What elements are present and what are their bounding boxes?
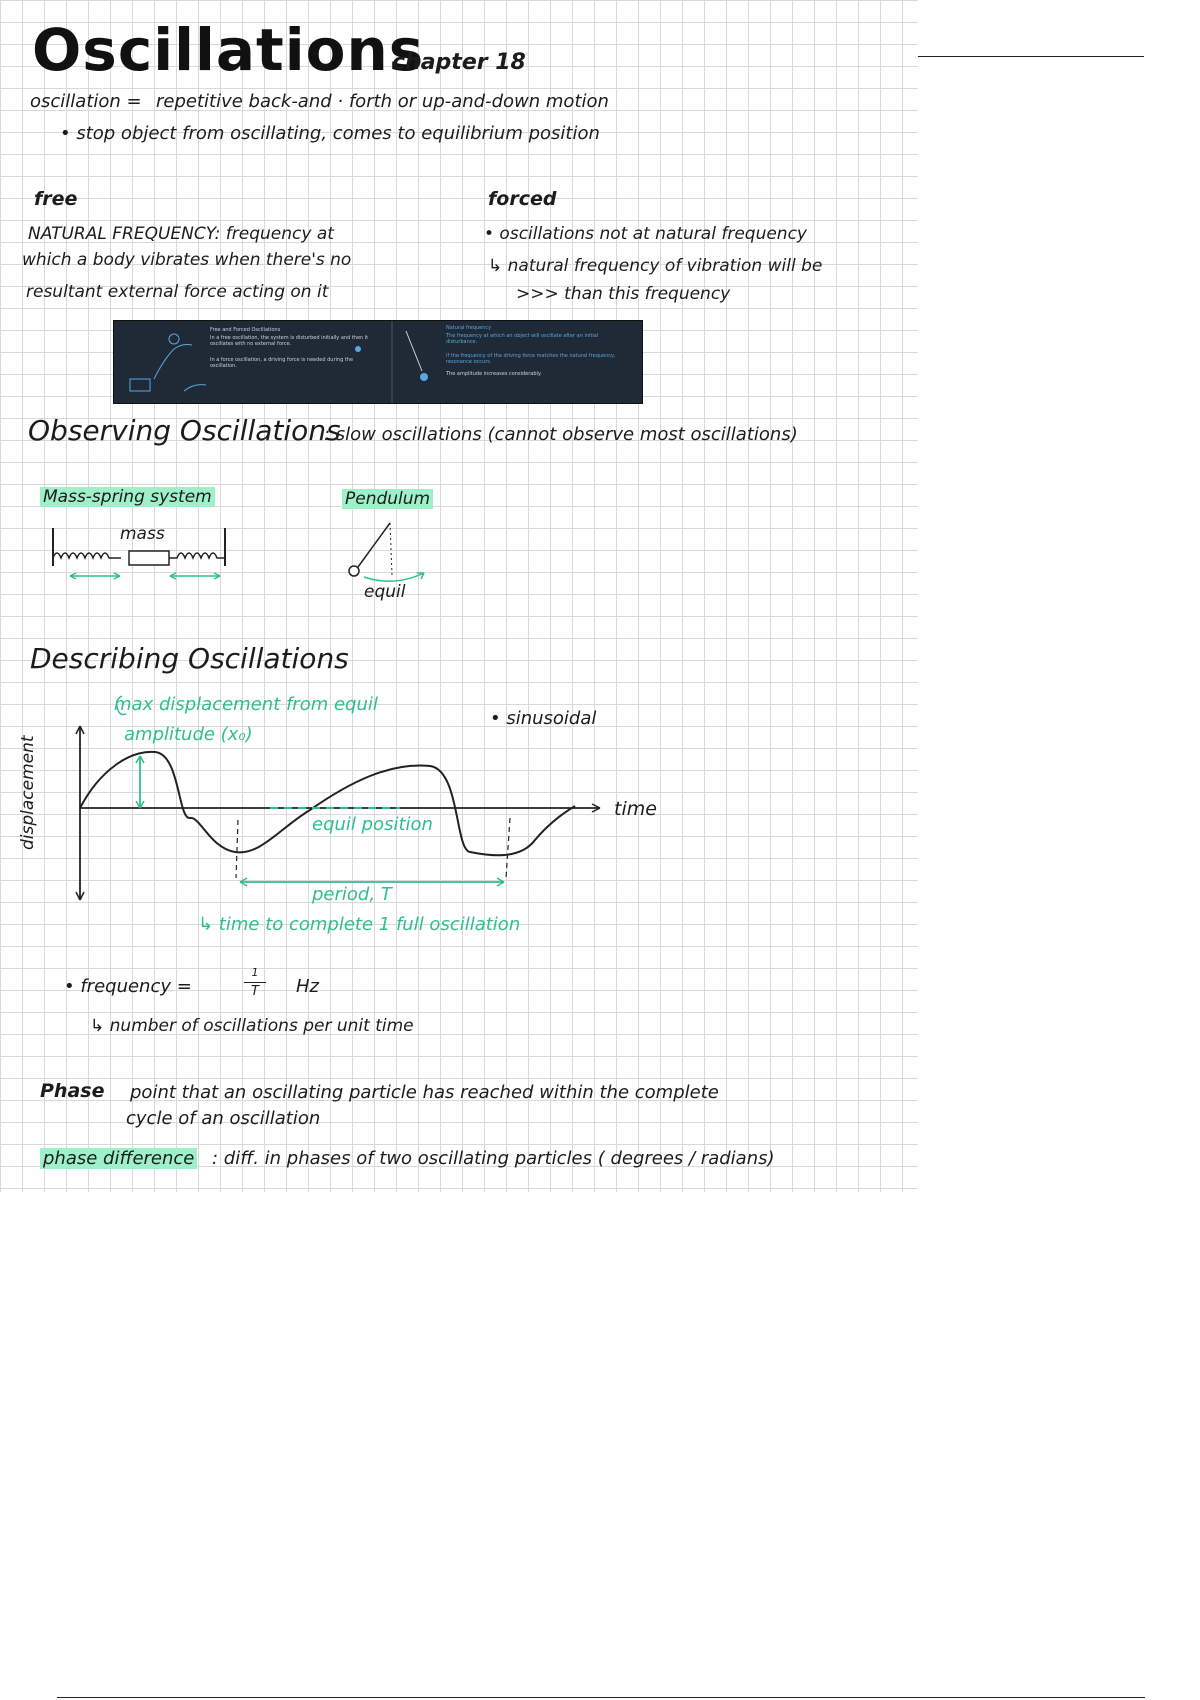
forced-line-1: • oscillations not at natural frequency — [484, 224, 807, 244]
max-displacement-note: max displacement from equil — [114, 694, 378, 715]
slide-left-text-2: In a force oscillation, a driving force is needed during the oscillation. — [210, 357, 354, 369]
slide-thumbnail — [113, 320, 643, 404]
observing-heading: Observing Oscillations — [28, 414, 341, 447]
fraction-bar — [244, 982, 266, 983]
sinusoidal-note: • sinusoidal — [490, 708, 597, 729]
mass-spring-label: Mass-spring system — [40, 487, 215, 507]
chapter-label: chapter 18 — [392, 50, 526, 75]
slide-right-text-1: The frequency at which an object will oscillate after an initial disturbance. — [446, 333, 599, 345]
slide-right-text-3: The amplitude increases considerably. — [446, 371, 542, 377]
amplitude-label: amplitude (x₀) — [124, 724, 253, 745]
mass-spring-diagram — [40, 520, 280, 590]
frequency-denominator: T — [251, 984, 259, 999]
bottom-rule — [57, 1697, 1145, 1698]
frequency-numerator: 1 — [251, 966, 259, 979]
x-axis-label: time — [614, 798, 657, 820]
observing-text: : slow oscillations (cannot observe most oscillations) — [324, 424, 798, 445]
pendulum-diagram — [340, 515, 440, 585]
forced-heading: forced — [488, 188, 557, 210]
pendulum-label: Pendulum — [342, 489, 433, 509]
equil-label: equil — [364, 582, 406, 602]
slide-left-text-1: In a free oscillation, the system is disturbed initially and then it oscillates with no external force. — [210, 335, 369, 347]
period-note: ↳ time to complete 1 full oscillation — [198, 914, 521, 935]
mass-label: mass — [120, 524, 165, 544]
slide-right-title: Natural frequency — [446, 325, 492, 331]
frequency-label: • frequency = — [64, 976, 192, 997]
phase-difference-text: : diff. in phases of two oscillating particles ( degrees / radians) — [212, 1148, 775, 1169]
free-heading: free — [34, 188, 78, 210]
phase-difference-term: phase difference — [40, 1148, 197, 1169]
free-line-2: which a body vibrates when there's no — [22, 250, 352, 270]
y-axis-label: displacement — [18, 735, 38, 850]
definition-note: • stop object from oscillating, comes to equilibrium position — [60, 123, 600, 144]
definition-term: oscillation = — [30, 91, 142, 112]
equil-position-label: equil position — [312, 814, 433, 835]
slide-right-text-2: If the frequency of the driving force matches the natural frequency, resonance occurs. — [446, 353, 616, 365]
definition-text: repetitive back-and · forth or up-and-down motion — [156, 91, 609, 112]
forced-line-3: >>> than this frequency — [516, 284, 731, 304]
free-line-3: resultant external force acting on it — [26, 282, 329, 302]
top-rule — [918, 56, 1144, 57]
forced-line-2: ↳ natural frequency of vibration will be — [488, 256, 823, 276]
describing-heading: Describing Oscillations — [30, 642, 349, 675]
page-title: Oscillations — [32, 16, 425, 84]
displacement-time-graph — [60, 700, 660, 920]
phase-line-1: point that an oscillating particle has reached within the complete — [130, 1082, 719, 1103]
slide-left-title: Free and Forced Oscillations — [210, 327, 281, 333]
phase-line-2: cycle of an oscillation — [126, 1108, 321, 1129]
free-line-1: NATURAL FREQUENCY: frequency at — [28, 224, 334, 244]
frequency-unit: Hz — [296, 976, 319, 997]
period-label: period, T — [312, 884, 392, 905]
phase-term: Phase — [40, 1080, 105, 1102]
frequency-note: ↳ number of oscillations per unit time — [90, 1016, 414, 1036]
